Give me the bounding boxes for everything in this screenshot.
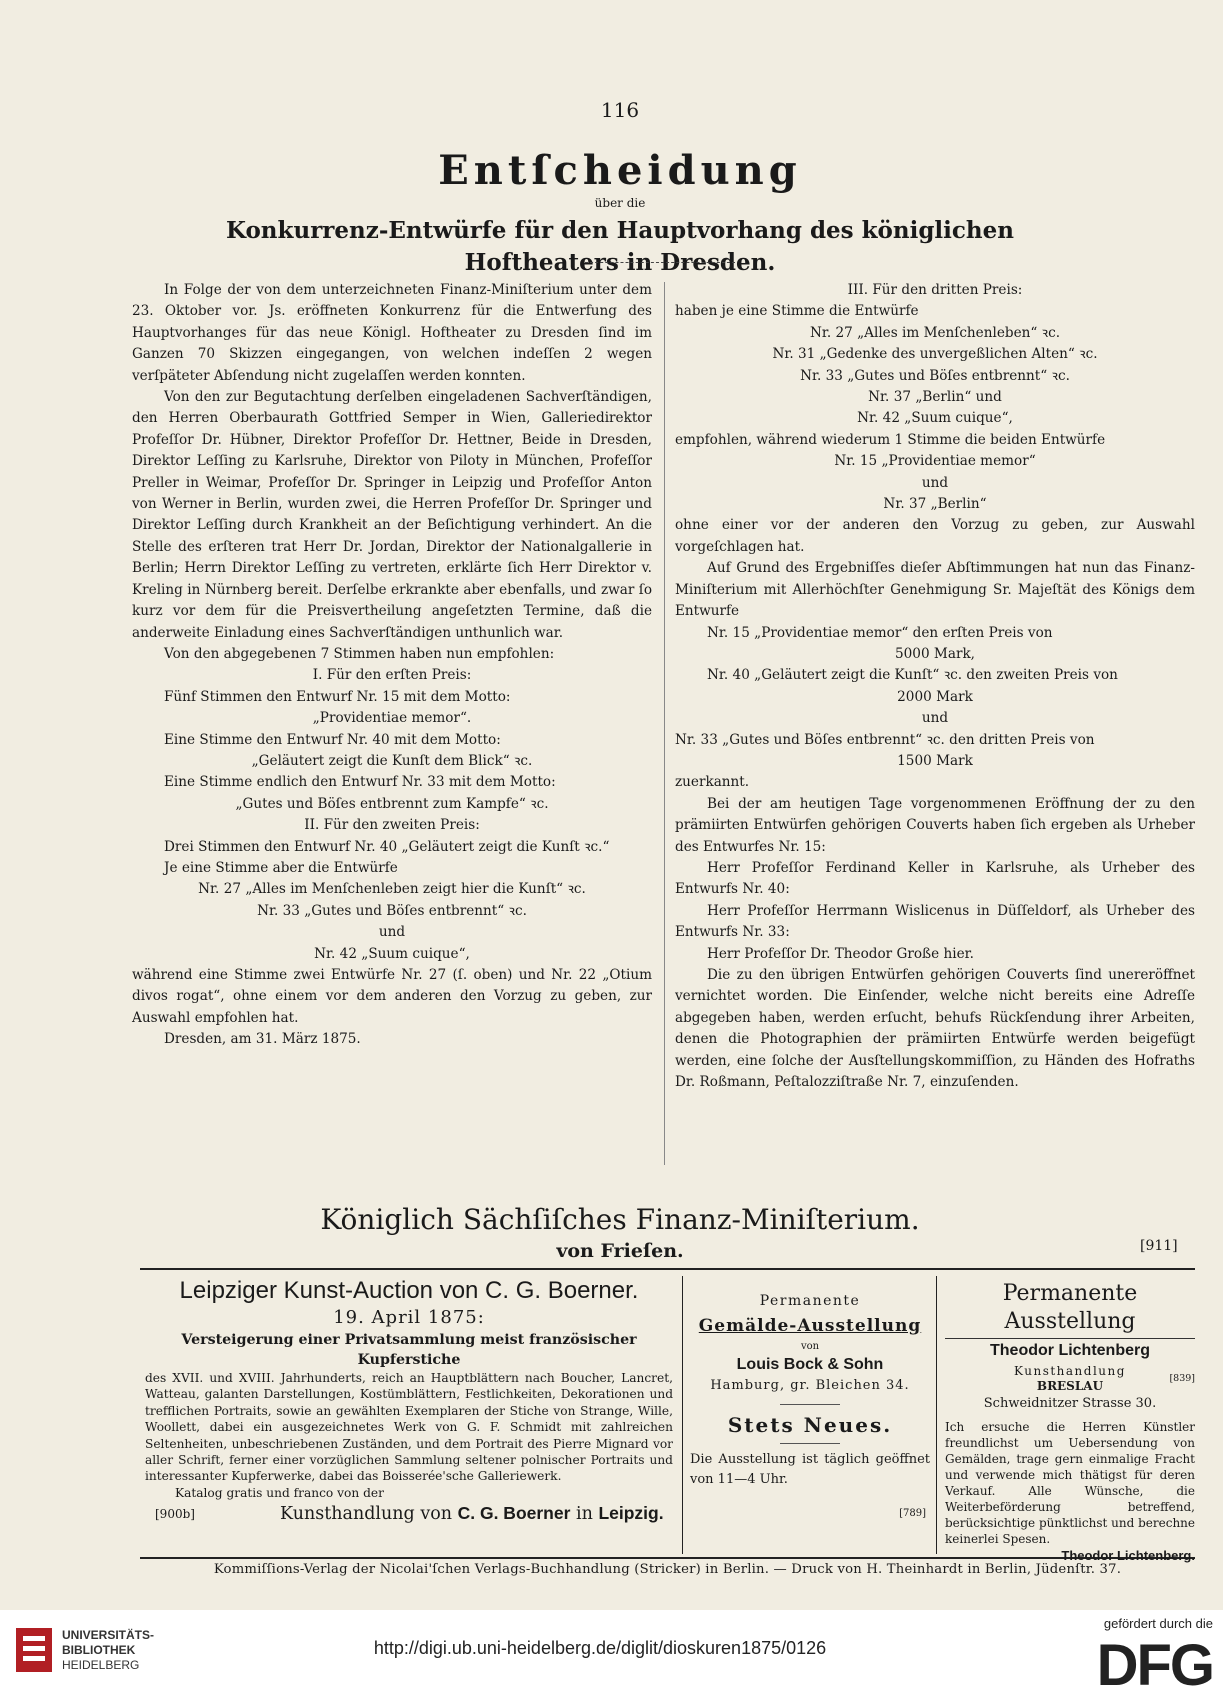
second-prize-heading: II. Für den zweiten Preis:	[304, 817, 480, 834]
award-line: Nr. 40 „Geläutert zeigt die Kunſt“ ꝛc. den zweiten Preis von	[707, 667, 1118, 684]
vote-line: Eine Stimme den Entwurf Nr. 40 mit dem Motto:	[164, 731, 501, 748]
advert-city: BRESLAU	[1036, 1379, 1104, 1393]
paragraph-intro: In Folge der von dem unterzeichneten Finanz-Miniſterium unter dem 23. Oktober vor. Js. eröffneten Konkurrenz für die Entwerfung des Hauptvorhanges für das neue Königl. Hoftheater zu Dresden ſind im Ganzen 70 Skizzen eingegangen, von welchen indeſſen 2 wegen verſpäteter Abſendung nicht zugelaſſen werden konnten.	[132, 282, 652, 384]
advert-line-company: Louis Bock & Sohn	[736, 1356, 884, 1373]
votes-intro: Von den abgegebenen 7 Stimmen haben nun empfohlen:	[164, 645, 555, 662]
entry-line: Nr. 42 „Suum cuique“,	[314, 945, 470, 962]
first-prize-heading: I. Für den erſten Preis:	[312, 667, 472, 684]
award-amount: 5000 Mark,	[895, 645, 975, 662]
advert-separator	[682, 1276, 683, 1554]
logo-line: UNIVERSITÄTS-	[62, 1628, 155, 1642]
entry-line: Nr. 33 „Gutes und Böſes entbrennt“ ꝛc.	[800, 367, 1070, 384]
advert-bock	[690, 1290, 930, 1519]
advert-top-rule	[140, 1268, 1195, 1270]
third-prize-heading: III. Für den dritten Preis:	[847, 282, 1023, 298]
advert-signoff: Theodor Lichtenberg.	[1061, 1548, 1195, 1563]
minister-name: von Frieſen.	[556, 1240, 684, 1262]
funding-note: gefördert durch die	[1103, 1616, 1213, 1631]
vote-line: haben je eine Stimme die Entwürfe	[675, 303, 919, 320]
award-amount: 2000 Mark	[897, 688, 973, 705]
dateline: Dresden, am 31. März 1875.	[164, 1031, 361, 1048]
paragraph-decision: Auf Grund des Ergebniſſes dieſer Abſtimmungen hat nun das Finanz-Miniſterium mit Allerhöchſter Genehmigung Sr. Majeſtät des Königs dem Entwurfe	[675, 560, 1195, 620]
advert-line-hours: Die Ausstellung ist täglich geöffnet von 11—4 Uhr.	[690, 1452, 930, 1487]
signoff-prefix: Kunsthandlung von	[280, 1504, 453, 1525]
logo-line: HEIDELBERG	[62, 1658, 140, 1672]
advert-line-von: von	[800, 1341, 820, 1352]
award-connector: und	[921, 710, 949, 727]
award-line: Nr. 15 „Providentiae memor“ den erſten Preis von	[707, 624, 1053, 641]
permalink-url[interactable]: http://digi.ub.uni-heidelberg.de/diglit/dioskuren1875/0126	[373, 1638, 827, 1658]
entry-line: und	[378, 924, 406, 941]
advert-divider	[780, 1404, 840, 1405]
university-logo[interactable]	[14, 1626, 174, 1678]
vote-line: ohne einer vor der anderen den Vorzug zu geben, zur Auswahl vorgeſchlagen hat.	[675, 517, 1195, 555]
advert-line-gallery: Gemälde-Ausstellung	[698, 1316, 922, 1336]
entry-line: Nr. 37 „Berlin“ und	[868, 389, 1002, 406]
right-column	[675, 280, 1195, 1093]
award-line: zuerkannt.	[675, 774, 750, 791]
entry-line: Nr. 27 „Alles im Menſchenleben“ ꝛc.	[809, 324, 1061, 341]
advert-title: Permanente Ausstellung	[945, 1280, 1195, 1339]
award-amount: 1500 Mark	[897, 752, 973, 769]
advert-divider	[780, 1443, 840, 1444]
advert-city-line	[945, 1373, 1195, 1395]
advert-headline: Versteigerung einer Privatsammlung meist französischer Kupferstiche	[181, 1332, 637, 1368]
paragraph-winners: Bei der am heutigen Tage vorgenommenen Eröffnung der zu den prämiirten Entwürfen gehörigen Couverts haben ſich ergeben als Urheber des Entwurfes Nr. 15:	[675, 795, 1195, 855]
paragraph-votes-end: während eine Stimme zwei Entwürfe Nr. 27 (ſ. oben) und Nr. 22 „Otium divos rogat“, ohne einem vor dem anderen den Vorzug zu geben, zur Auswahl empfohlen hat.	[132, 967, 652, 1026]
dfg-logo[interactable]: DFG	[1096, 1633, 1213, 1698]
entry-line: Nr. 31 „Gedenke des unvergeßlichen Alten“ ꝛc.	[772, 346, 1098, 363]
advert-body: Ich ersuche die Herren Künstler freundlichst um Uebersendung von Gemälden, trage gern einmalige Fracht und verwende mich thätigst für deren Verkauf. Alle Wünsche, die Weiterbeförderung betreffend, berücksichtige pünktlichst und berechne keinerlei Spesen.	[945, 1420, 1195, 1546]
page-title: Entſcheidung	[438, 147, 802, 194]
column-separator	[664, 282, 665, 1165]
university-seal-icon	[14, 1626, 54, 1674]
advert-lichtenberg	[945, 1280, 1195, 1565]
logo-line: BIBLIOTHEK	[62, 1643, 136, 1657]
vote-line: empfohlen, während wiederum 1 Stimme die beiden Entwürfe	[675, 431, 1106, 448]
page-subtitle: Konkurrenz-Entwürfe für den Hauptvorhang des königlichen Hoftheaters in Dresden.	[225, 217, 1014, 276]
entry-line: Nr. 15 „Providentiae memor“	[834, 453, 1036, 470]
advert-line-permanente: Permanente	[759, 1293, 861, 1309]
advert-subtitle: Kunsthandlung	[1014, 1364, 1126, 1378]
vote-line: Drei Stimmen den Entwurf Nr. 40 „Geläutert zeigt die Kunſt ꝛc.“	[164, 838, 610, 855]
advert-name: Theodor Lichtenberg	[990, 1342, 1150, 1359]
entry-line: Nr. 37 „Berlin“	[883, 496, 987, 513]
signoff-company: C. G. Boerner	[457, 1503, 571, 1524]
entry-line: Nr. 33 „Gutes und Böſes entbrennt“ ꝛc.	[257, 902, 527, 919]
vote-line: Je eine Stimme aber die Entwürfe	[164, 859, 398, 876]
award-line: Nr. 33 „Gutes und Böſes entbrennt“ ꝛc. den dritten Preis von	[675, 731, 1095, 748]
motto-line: „Gutes und Böſes entbrennt zum Kampfe“ ꝛc.	[235, 795, 549, 812]
page-number: 116	[600, 98, 640, 122]
paragraph-closing: Die zu den übrigen Entwürfen gehörigen Couverts ſind unereröffnet vernichtet worden. Die Einſender, welche nicht bereits eine Adreſſe abgegeben haben, werden erſucht, behufs Rückſendung ihrer Arbeiten, denen die Photographien der prämiirten Entwürfe werden beigefügt werden, eine ſolche der Ausſtellungskommiſſion, zu Händen des Hofraths Dr. Roßmann, Peſtalozziſtraße Nr. 7, einzuſenden.	[675, 967, 1195, 1091]
winner-line: Herr Profeſſor Herrmann Wislicenus in Düſſeldorf, als Urheber des Entwurfs Nr. 33:	[675, 902, 1195, 941]
signoff-connector: in	[576, 1504, 593, 1525]
advert-reference: [839]	[1169, 1373, 1195, 1384]
entry-line: Nr. 27 „Alles im Menſchenleben zeigt hier die Kunſt“ ꝛc.	[198, 881, 586, 898]
vote-line: Fünf Stimmen den Entwurf Nr. 15 mit dem Motto:	[164, 688, 511, 705]
page-title-connector: über die	[594, 196, 646, 210]
winner-line: Herr Profeſſor Ferdinand Keller in Karlsruhe, als Urheber des Entwurfs Nr. 40:	[675, 859, 1195, 898]
advert-date: 19. April 1875:	[333, 1307, 485, 1328]
ministry-signature: Königlich Sächſiſches Finanz-Miniſterium.	[320, 1203, 920, 1236]
paragraph-jury: Von den zur Begutachtung derſelben eingeladenen Sachverſtändigen, den Herren Oberbaurath Gottfried Semper in Wien, Galleriedirektor Profeſſor Dr. Hübner, Direktor Profeſſor Dr. Hettner, Beide in Dresden, Direktor Leſſing zu Karlsruhe, Direktor von Piloty in München, Profeſſor Preller in Weimar, Profeſſor Dr. Springer in Leipzig und Profeſſor Anton von Werner in Berlin, wurden zwei, die Herren Profeſſor Dr. Springer und Direktor Leſſing durch Krankheit an der Beſichtigung verhindert. An die Stelle des erſteren trat Herr Dr. Jordan, Direktor der Nationalgallerie in Berlin; Herrn Direktor Leſſing zu vertreten, erklärte ſich Herr Direktor v. Kreling in Nürnberg bereit. Derſelbe erkrankte aber ebenfalls, und zwar ſo kurz vor dem für die Preisvertheilung angeſetzten Termine, daß die anderweite Einladung eines Sachverſtändigen unthunlich war.	[132, 389, 652, 641]
publisher-imprint: Kommiſſions-Verlag der Nicolai'ſchen Verlags-Buchhandlung (Stricker) in Berlin. — Druck von H. Theinhardt in Berlin, Jüdenſtr. 37.	[213, 1562, 1122, 1577]
advert-street: Schweidnitzer Strasse 30.	[983, 1396, 1157, 1411]
notice-reference: [911]	[1140, 1238, 1178, 1254]
advert-boerner	[145, 1276, 673, 1556]
advert-title: Leipziger Kunst-Auction von C. G. Boerner.	[179, 1277, 639, 1304]
ornamental-rule	[585, 262, 735, 263]
vote-line: Eine Stimme endlich den Entwurf Nr. 33 mit dem Motto:	[164, 774, 556, 791]
advert-separator	[936, 1276, 937, 1554]
advert-catalog: Katalog gratis und franco von der	[175, 1485, 384, 1500]
advert-reference: [900b]	[155, 1507, 195, 1522]
winner-line: Herr Profeſſor Dr. Theodor Große hier.	[707, 945, 974, 962]
entry-line: und	[921, 474, 949, 491]
advert-signoff	[280, 1503, 664, 1524]
advert-body: des XVII. und XVIII. Jahrhunderts, reich an Hauptblättern nach Boucher, Lancret, Watteau, galanten Darstellungen, Kostümblättern, Festlichkeiten, Dekorationen und trefflichen Portraits, sowie an gewählten Exemplaren der Stiche von Strange, Wille, Woollett, dabei ein ausgezeichnetes Werk von G. F. Schmidt mit zahlreichen Seltenheiten, unbeschriebenen Zuständen, und dem Portrait des Pierre Mignard vor aller Schrift, ferner einer vorzüglichen Sammlung seltener polnischer Portraits und interessanter Kupferwerke, dabei das Boisserée'sche Galleriewerk.	[145, 1371, 673, 1484]
advert-line-news: Stets Neues.	[727, 1413, 893, 1437]
advert-reference: [789]	[899, 1508, 926, 1519]
entry-line: Nr. 42 „Suum cuique“,	[857, 410, 1013, 427]
motto-line: „Providentiae memor“.	[312, 710, 472, 727]
motto-line: „Geläutert zeigt die Kunſt dem Blick“ ꝛc.	[251, 752, 533, 769]
advert-line-address: Hamburg, gr. Bleichen 34.	[710, 1378, 910, 1393]
left-column	[132, 280, 652, 1051]
advert-footer	[145, 1503, 673, 1525]
signoff-city: Leipzig.	[598, 1503, 664, 1524]
viewer-footer	[0, 1610, 1223, 1703]
